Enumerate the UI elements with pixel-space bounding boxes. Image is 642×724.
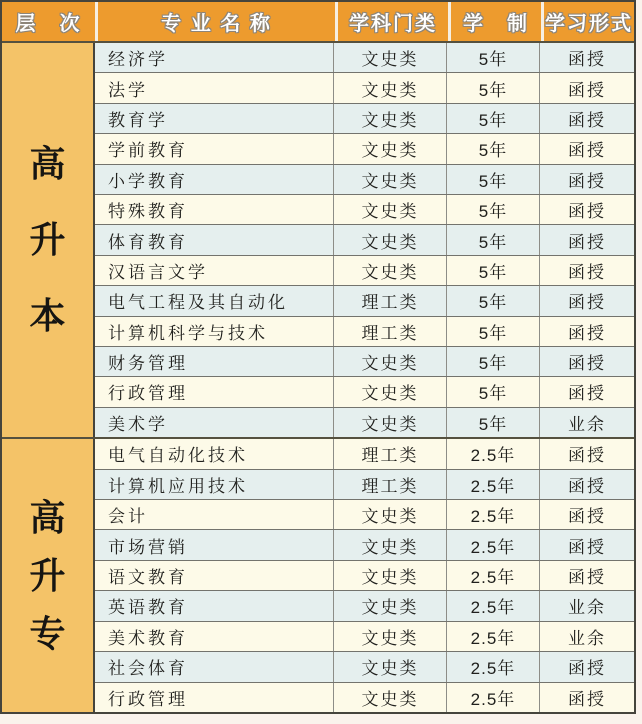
level-label-gaoshengben — [2, 43, 95, 437]
category-cell: 文史类 — [333, 73, 446, 102]
category-cell: 文史类 — [333, 622, 446, 651]
major-cell: 学前教育 — [108, 141, 188, 161]
category-cell: 文史类 — [333, 43, 446, 72]
major-cell: 特殊教育 — [108, 202, 188, 222]
header-major-name: 专 业 名 称 — [95, 2, 335, 41]
table-row — [95, 439, 634, 468]
category-cell: 理工类 — [333, 470, 446, 499]
study-mode-cell: 函授 — [539, 347, 634, 376]
study-mode-cell: 函授 — [539, 439, 634, 468]
category-cell: 文史类 — [333, 408, 446, 437]
duration-cell: 2.5年 — [446, 622, 539, 651]
study-mode-cell: 函授 — [539, 561, 634, 590]
category-cell: 文史类 — [333, 195, 446, 224]
major-cell: 计算机应用技术 — [108, 476, 248, 496]
table-row — [95, 164, 634, 194]
study-mode-cell: 业余 — [539, 408, 634, 437]
duration-cell: 2.5年 — [446, 683, 539, 712]
study-mode-cell: 函授 — [539, 225, 634, 254]
table-row — [95, 255, 634, 285]
study-mode-cell: 函授 — [539, 73, 634, 102]
header-study-mode: 学习形式 — [541, 2, 634, 41]
table-row — [95, 376, 634, 406]
study-mode-cell: 函授 — [539, 286, 634, 315]
duration-cell: 5年 — [446, 225, 539, 254]
study-mode-cell: 函授 — [539, 377, 634, 406]
duration-cell: 5年 — [446, 377, 539, 406]
major-cell: 计算机科学与技术 — [108, 323, 268, 343]
section-rows — [95, 43, 634, 437]
major-cell: 小学教育 — [108, 171, 188, 191]
study-mode-cell: 函授 — [539, 134, 634, 163]
table-row — [95, 316, 634, 346]
duration-cell: 5年 — [446, 317, 539, 346]
major-cell: 汉语言文学 — [108, 262, 208, 282]
duration-cell: 5年 — [446, 408, 539, 437]
duration-cell: 2.5年 — [446, 530, 539, 559]
major-cell: 行政管理 — [108, 384, 188, 404]
category-cell: 理工类 — [333, 439, 446, 468]
table-row — [95, 499, 634, 529]
table-row — [95, 72, 634, 102]
header-level: 层 次 — [15, 13, 82, 35]
major-cell: 行政管理 — [108, 689, 188, 709]
category-cell: 文史类 — [333, 561, 446, 590]
duration-cell: 2.5年 — [446, 591, 539, 620]
level-char: 升 — [29, 219, 66, 261]
section-gaoshengzhuan — [2, 437, 634, 712]
study-mode-cell: 函授 — [539, 43, 634, 72]
category-cell: 文史类 — [333, 347, 446, 376]
major-cell: 教育学 — [108, 110, 168, 130]
table-row — [95, 590, 634, 620]
category-cell: 文史类 — [333, 530, 446, 559]
header-duration: 学 制 — [448, 2, 541, 41]
table-row — [95, 224, 634, 254]
study-mode-cell: 函授 — [539, 317, 634, 346]
table-row — [95, 529, 634, 559]
duration-cell: 5年 — [446, 195, 539, 224]
level-label-gaoshengzhuan — [2, 439, 95, 712]
major-cell: 经济学 — [108, 50, 168, 70]
study-mode-cell: 函授 — [539, 500, 634, 529]
table-row — [95, 469, 634, 499]
major-cell: 美术教育 — [108, 628, 188, 648]
duration-cell: 5年 — [446, 256, 539, 285]
major-cell: 电气工程及其自动化 — [108, 293, 288, 313]
study-mode-cell: 函授 — [539, 256, 634, 285]
major-cell: 市场营销 — [108, 537, 188, 557]
table-row — [95, 285, 634, 315]
level-char: 升 — [29, 554, 66, 596]
duration-cell: 5年 — [446, 347, 539, 376]
section-rows — [95, 439, 634, 712]
duration-cell: 2.5年 — [446, 561, 539, 590]
major-cell: 语文教育 — [108, 568, 188, 588]
study-mode-cell: 函授 — [539, 470, 634, 499]
category-cell: 文史类 — [333, 500, 446, 529]
table-row — [95, 346, 634, 376]
table-row — [95, 103, 634, 133]
table-row — [95, 651, 634, 681]
duration-cell: 2.5年 — [446, 439, 539, 468]
major-cell: 会计 — [108, 507, 148, 527]
study-mode-cell: 函授 — [539, 683, 634, 712]
duration-cell: 2.5年 — [446, 500, 539, 529]
level-char: 高 — [29, 496, 66, 538]
table-row — [95, 407, 634, 437]
major-cell: 英语教育 — [108, 598, 188, 618]
study-mode-cell: 函授 — [539, 104, 634, 133]
category-cell: 理工类 — [333, 317, 446, 346]
major-cell: 财务管理 — [108, 354, 188, 374]
level-char: 专 — [29, 612, 66, 654]
category-cell: 文史类 — [333, 377, 446, 406]
major-cell: 社会体育 — [108, 659, 188, 679]
study-mode-cell: 函授 — [539, 652, 634, 681]
study-mode-cell: 函授 — [539, 195, 634, 224]
major-cell: 体育教育 — [108, 232, 188, 252]
study-mode-cell: 业余 — [539, 591, 634, 620]
study-mode-cell: 函授 — [539, 165, 634, 194]
major-cell: 法学 — [108, 80, 148, 100]
category-cell: 文史类 — [333, 256, 446, 285]
header-subject-category: 学科门类 — [335, 2, 448, 41]
category-cell: 理工类 — [333, 286, 446, 315]
table-row — [95, 194, 634, 224]
section-gaoshengben — [2, 43, 634, 437]
category-cell: 文史类 — [333, 134, 446, 163]
table-row — [95, 560, 634, 590]
duration-cell: 5年 — [446, 73, 539, 102]
major-cell: 美术学 — [108, 414, 168, 434]
level-char: 高 — [29, 143, 66, 185]
table-header-row — [2, 2, 634, 43]
table-row — [95, 43, 634, 72]
duration-cell: 5年 — [446, 286, 539, 315]
table-row — [95, 133, 634, 163]
level-char: 本 — [29, 295, 66, 337]
table-row — [95, 682, 634, 712]
duration-cell: 2.5年 — [446, 652, 539, 681]
major-cell: 电气自动化技术 — [108, 446, 248, 466]
category-cell: 文史类 — [333, 591, 446, 620]
table-row — [95, 621, 634, 651]
category-cell: 文史类 — [333, 225, 446, 254]
duration-cell: 5年 — [446, 104, 539, 133]
study-mode-cell: 函授 — [539, 530, 634, 559]
category-cell: 文史类 — [333, 652, 446, 681]
category-cell: 文史类 — [333, 104, 446, 133]
duration-cell: 5年 — [446, 165, 539, 194]
duration-cell: 5年 — [446, 134, 539, 163]
duration-cell: 5年 — [446, 43, 539, 72]
category-cell: 文史类 — [333, 683, 446, 712]
duration-cell: 2.5年 — [446, 470, 539, 499]
category-cell: 文史类 — [333, 165, 446, 194]
study-mode-cell: 业余 — [539, 622, 634, 651]
